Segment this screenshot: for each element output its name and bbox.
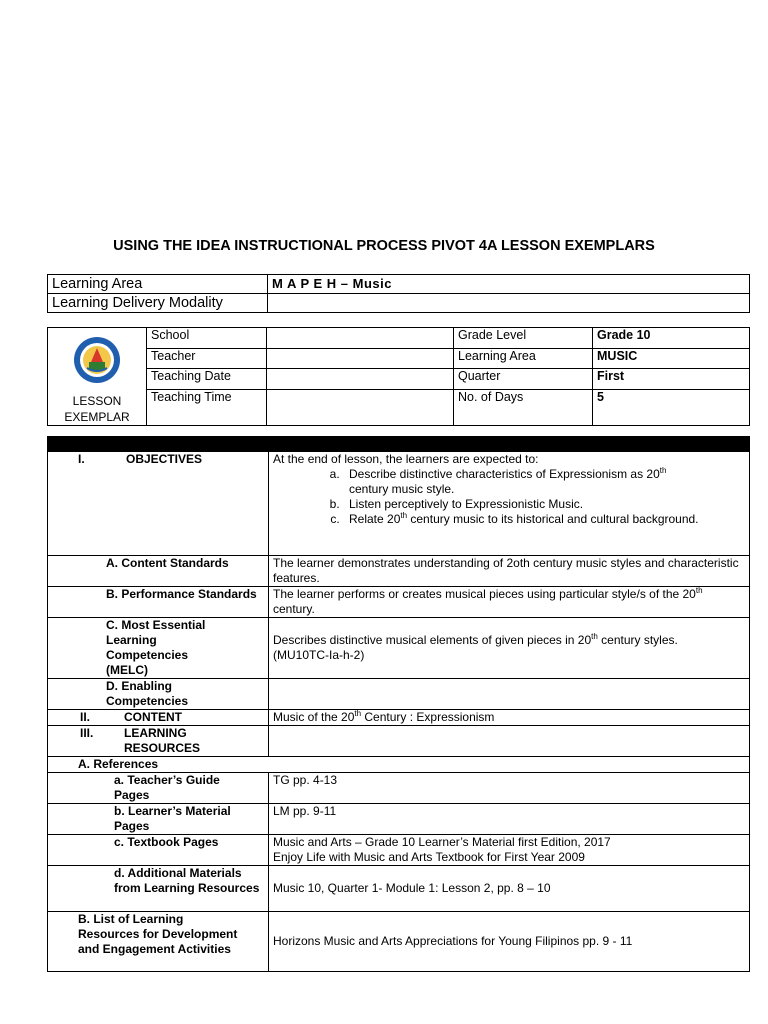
quarter-value: First bbox=[593, 369, 750, 390]
learners-material-label: b. Learner’s Material Pages bbox=[48, 804, 269, 835]
learners-material-row bbox=[48, 804, 750, 835]
learning-area-value-2: MUSIC bbox=[593, 348, 750, 369]
lesson-table bbox=[47, 436, 750, 972]
teaching-date-label: Teaching Date bbox=[147, 369, 267, 390]
teachers-guide-value: TG pp. 4-13 bbox=[269, 773, 750, 804]
logo-cell bbox=[48, 328, 147, 426]
grade-level-value: Grade 10 bbox=[593, 328, 750, 349]
melc-value: Describes distinctive musical elements of given pieces in 20th century styles. (MU10TC-Ia-h-2) bbox=[269, 618, 750, 679]
enabling-competencies-value bbox=[269, 679, 750, 710]
school-seal-icon bbox=[73, 336, 121, 384]
modality-row bbox=[48, 294, 750, 313]
additional-materials-value: Music 10, Quarter 1- Module 1: Lesson 2, pp. 8 – 10 bbox=[269, 866, 750, 912]
logo-caption-exemplar: EXEMPLAR bbox=[64, 409, 130, 424]
objective-b: b. Listen perceptively to Expressionistic Music. bbox=[343, 497, 745, 512]
content-label: CONTENT bbox=[124, 710, 182, 724]
teaching-date-value bbox=[267, 369, 454, 390]
objective-a: a. Describe distinctive characteristics of Expressionism as 20th century music style. bbox=[343, 467, 745, 497]
teacher-value bbox=[267, 348, 454, 369]
references-row bbox=[48, 757, 750, 773]
learning-resources-label: LEARNING RESOURCES bbox=[124, 726, 201, 755]
learning-area-value: M A P E H – Music bbox=[268, 275, 750, 294]
content-number: II. bbox=[80, 710, 91, 724]
learning-resources-value bbox=[269, 726, 750, 757]
teaching-time-value bbox=[267, 389, 454, 425]
performance-standards-row bbox=[48, 587, 750, 618]
objectives-intro: At the end of lesson, the learners are expected to: bbox=[273, 452, 539, 466]
teachers-guide-row bbox=[48, 773, 750, 804]
performance-standards-label: B. Performance Standards bbox=[48, 587, 269, 618]
performance-standards-value: The learner performs or creates musical pieces using particular style/s of the 20th century. bbox=[269, 587, 750, 618]
content-value: Music of the 20th Century : Expressionism bbox=[269, 710, 750, 726]
learning-area-label: Learning Area bbox=[48, 275, 268, 294]
objective-c: c. Relate 20th century music to its historical and cultural background. bbox=[343, 512, 745, 527]
school-label: School bbox=[147, 328, 267, 349]
header-bar bbox=[48, 437, 750, 452]
references-label: A. References bbox=[48, 757, 750, 773]
textbook-pages-label: c. Textbook Pages bbox=[48, 835, 269, 866]
learning-area-row bbox=[48, 275, 750, 294]
melc-code: (MU10TC-Ia-h-2) bbox=[273, 648, 365, 662]
additional-materials-row bbox=[48, 866, 750, 912]
list-resources-value: Horizons Music and Arts Appreciations for Young Filipinos pp. 9 - 11 bbox=[269, 912, 750, 972]
objectives-list bbox=[273, 467, 745, 527]
teaching-time-label: Teaching Time bbox=[147, 389, 267, 425]
grade-level-label: Grade Level bbox=[454, 328, 593, 349]
teachers-guide-label: a. Teacher’s Guide Pages bbox=[48, 773, 269, 804]
quarter-label: Quarter bbox=[454, 369, 593, 390]
learning-area-label-2: Learning Area bbox=[454, 348, 593, 369]
school-value bbox=[267, 328, 454, 349]
list-resources-label: B. List of Learning Resources for Development and Engagement Activities bbox=[48, 912, 269, 972]
document-title: USING THE IDEA INSTRUCTIONAL PROCESS PIVOT 4A LESSON EXEMPLARS bbox=[113, 238, 655, 254]
objectives-row bbox=[48, 452, 750, 556]
list-resources-row bbox=[48, 912, 750, 972]
melc-row bbox=[48, 618, 750, 679]
content-standards-label: A. Content Standards bbox=[48, 556, 269, 587]
content-standards-value: The learner demonstrates understanding of 2oth century music styles and characteristic features. bbox=[269, 556, 750, 587]
additional-materials-label: d. Additional Materials from Learning Resources bbox=[48, 866, 269, 912]
logo-caption-lesson: LESSON bbox=[72, 393, 122, 408]
melc-label: C. Most Essential Learning Competencies (MELC) bbox=[48, 618, 269, 679]
learners-material-value: LM pp. 9-11 bbox=[269, 804, 750, 835]
textbook-pages-value: Music and Arts – Grade 10 Learner’s Material first Edition, 2017 Enjoy Life with Music and Arts Textbook for First Year 2009 bbox=[269, 835, 750, 866]
objectives-number: I. bbox=[78, 452, 85, 466]
modality-label: Learning Delivery Modality bbox=[48, 294, 268, 313]
school-info-table bbox=[47, 327, 750, 426]
days-label: No. of Days bbox=[454, 389, 593, 425]
content-row bbox=[48, 710, 750, 726]
objectives-label: OBJECTIVES bbox=[126, 452, 203, 466]
enabling-competencies-row bbox=[48, 679, 750, 710]
textbook-pages-row bbox=[48, 835, 750, 866]
learning-resources-row bbox=[48, 726, 750, 757]
content-standards-row bbox=[48, 556, 750, 587]
teacher-label: Teacher bbox=[147, 348, 267, 369]
learning-area-table bbox=[47, 274, 750, 313]
modality-value bbox=[268, 294, 750, 313]
enabling-competencies-label: D. Enabling Competencies bbox=[48, 679, 269, 710]
days-value: 5 bbox=[593, 389, 750, 425]
learning-resources-number: III. bbox=[80, 726, 94, 740]
